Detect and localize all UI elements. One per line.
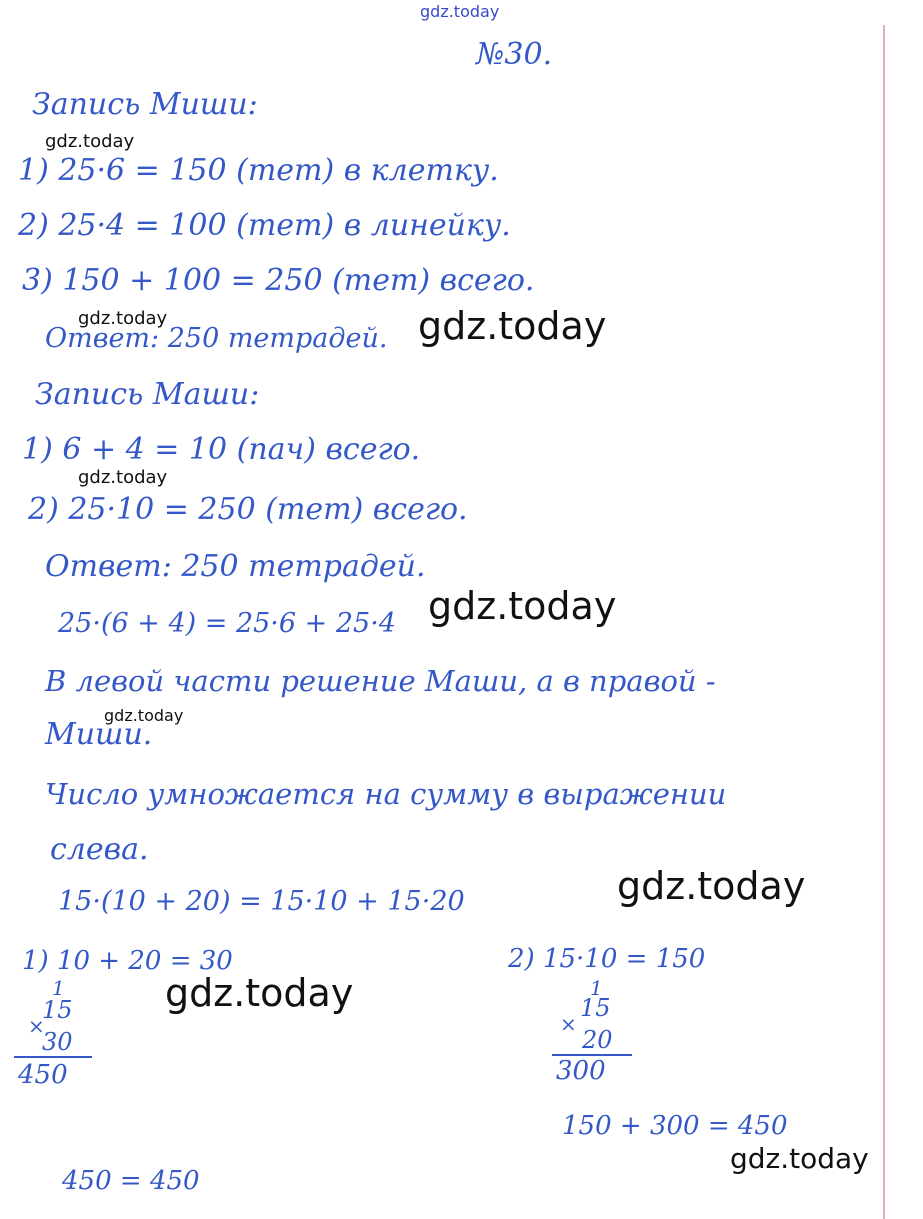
- masha-answer: Ответ: 250 тетрадей.: [45, 549, 426, 584]
- misha-step-3: 3) 150 + 100 = 250 (тет) всего.: [22, 263, 535, 298]
- watermark-small: gdz.today: [104, 706, 184, 725]
- right-sign: ×: [560, 1012, 577, 1036]
- masha-step-1: 1) 6 + 4 = 10 (пач) всего.: [22, 432, 421, 467]
- explanation-line-3: Число умножается на сумму в выражении: [45, 777, 727, 811]
- explanation-line-2: Миши.: [45, 717, 153, 752]
- misha-answer: Ответ: 250 тетрадей.: [45, 323, 388, 354]
- sum-line: 150 + 300 = 450: [562, 1111, 788, 1141]
- left-carry: 1: [52, 976, 65, 1000]
- right-step: 2) 15·10 = 150: [508, 944, 706, 974]
- watermark-small: gdz.today: [78, 308, 168, 329]
- misha-heading: Запись Миши:: [32, 87, 258, 122]
- final-line: 450 = 450: [62, 1166, 200, 1196]
- right-result: 300: [556, 1056, 606, 1086]
- margin-line: [883, 25, 885, 1219]
- left-sign: ×: [28, 1014, 45, 1038]
- watermark-top: gdz.today: [420, 2, 500, 21]
- example-equation: 15·(10 + 20) = 15·10 + 15·20: [58, 886, 465, 917]
- watermark-large: gdz.today: [165, 971, 354, 1015]
- masha-step-2: 2) 25·10 = 250 (тет) всего.: [28, 492, 468, 527]
- left-multiplicand: 15: [42, 996, 73, 1024]
- problem-number: №30.: [476, 37, 553, 72]
- watermark-large: gdz.today: [617, 864, 806, 908]
- watermark-large: gdz.today: [730, 1142, 869, 1175]
- comparison-equation: 25·(6 + 4) = 25·6 + 25·4: [58, 608, 396, 639]
- right-multiplicand: 15: [580, 994, 611, 1022]
- left-step: 1) 10 + 20 = 30: [22, 946, 233, 976]
- misha-step-1: 1) 25·6 = 150 (тет) в клетку.: [18, 153, 499, 188]
- misha-step-2: 2) 25·4 = 100 (тет) в линейку.: [18, 208, 511, 243]
- watermark-small: gdz.today: [78, 467, 168, 488]
- watermark-large: gdz.today: [418, 304, 607, 348]
- watermark-large: gdz.today: [428, 584, 617, 628]
- masha-heading: Запись Маши:: [35, 377, 260, 412]
- left-result: 450: [18, 1060, 68, 1090]
- explanation-line-1: В левой части решение Маши, а в правой -: [45, 664, 716, 698]
- right-carry: 1: [590, 976, 603, 1000]
- right-multiplier: 20: [582, 1026, 613, 1054]
- left-multiplier: 30: [42, 1028, 73, 1056]
- explanation-line-4: слева.: [50, 832, 149, 867]
- watermark-small: gdz.today: [45, 131, 135, 152]
- left-result-line: [14, 1056, 92, 1058]
